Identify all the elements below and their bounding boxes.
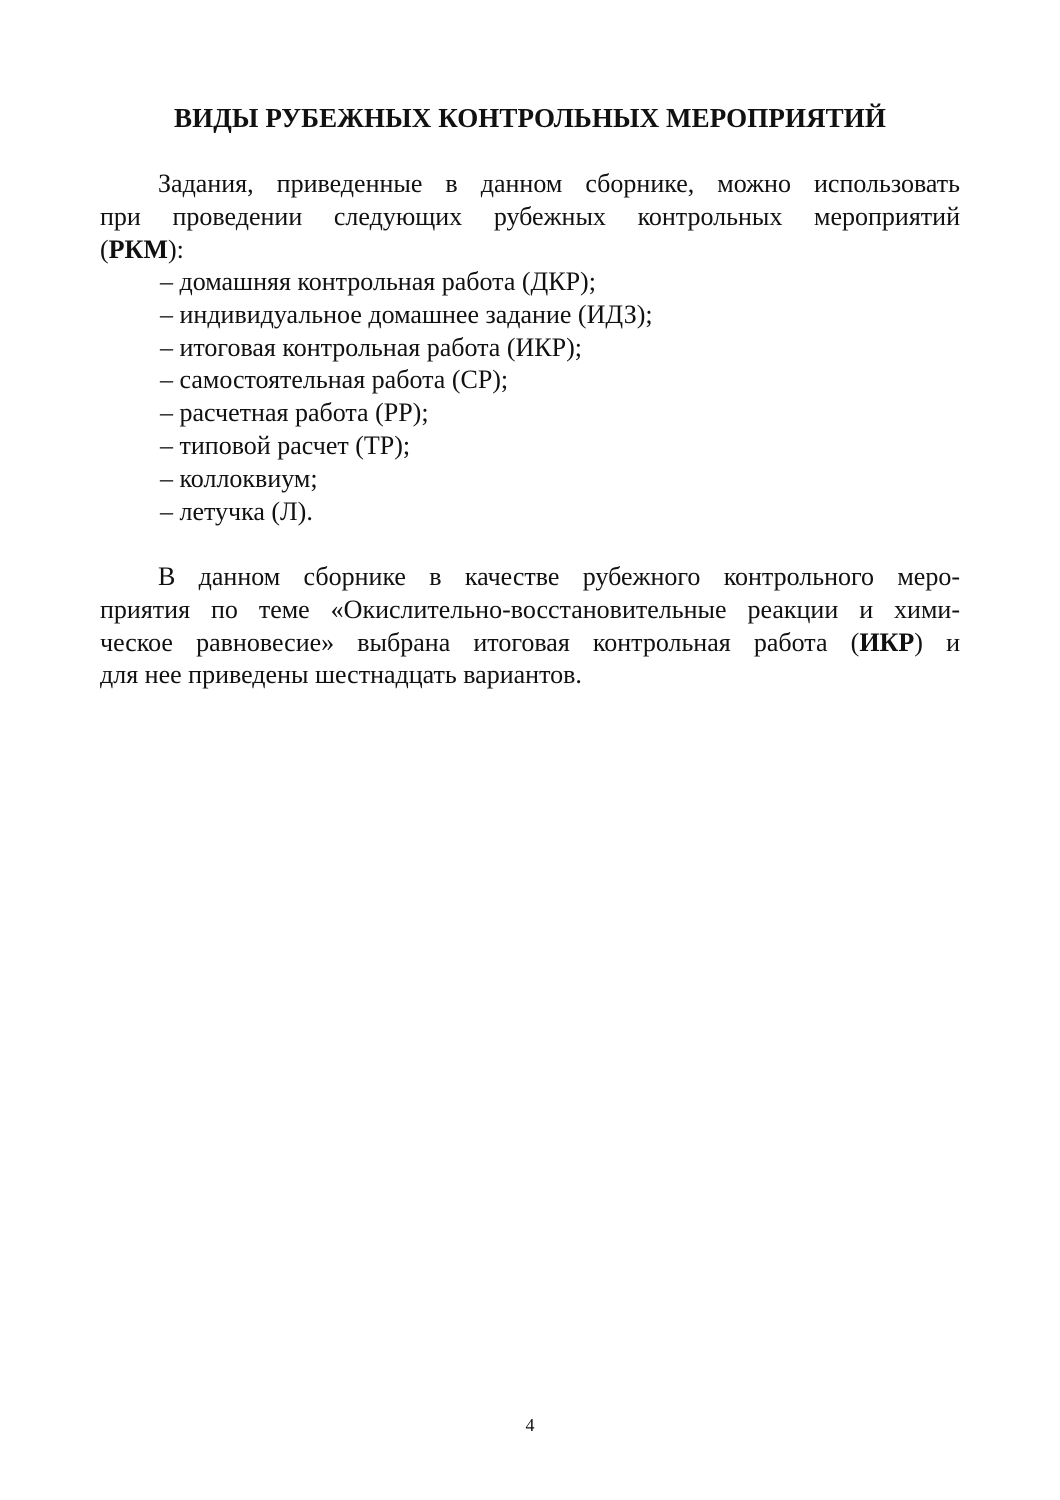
list-item: – типовой расчет (ТР); [160,430,411,460]
list-item: – домашняя контрольная работа (ДКР); [160,267,596,296]
conclusion-line-4: для нее приведены шестнадцать вариантов. [100,660,582,690]
intro-line-2: при проведении следующих рубежных контрольных мероприятий [100,201,960,231]
ikr-abbreviation: ИКР [859,627,915,657]
intro-open-paren: ( [100,234,109,264]
list-item: – итоговая контрольная работа (ИКР); [160,332,582,362]
page-number: 4 [525,1415,535,1435]
intro-paragraph [100,168,960,266]
intro-close-paren: ): [167,234,184,264]
list-item: – расчетная работа (РР); [160,398,429,428]
page-heading: ВИДЫ РУБЕЖНЫХ КОНТРОЛЬНЫХ МЕРОПРИЯТИЙ [174,103,886,133]
list-item: – индивидуальное домашнее задание (ИДЗ); [160,299,653,329]
conclusion-line-1: В данном сборнике в качестве рубежного контрольного меро- [158,562,960,591]
list-item: – летучка (Л). [160,496,313,526]
conclusion-line-3 [100,627,960,660]
control-events-list [160,266,653,528]
conclusion-paragraph [100,561,960,692]
conclusion-line-2: приятия по теме «Окислительно-восстановительные реакции и хими- [100,594,960,624]
list-item: – самостоятельная работа (СР); [160,365,509,395]
intro-line-3 [100,234,960,267]
intro-line-1: Задания, приведенные в данном сборнике, можно использовать [158,169,960,198]
conclusion-line-3-end: ) и [914,627,960,657]
list-item: – коллоквиум; [160,463,318,493]
conclusion-line-3-text: ческое равновесие» выбрана итоговая контрольная работа ( [100,627,860,657]
rkm-abbreviation: РКМ [108,234,168,264]
